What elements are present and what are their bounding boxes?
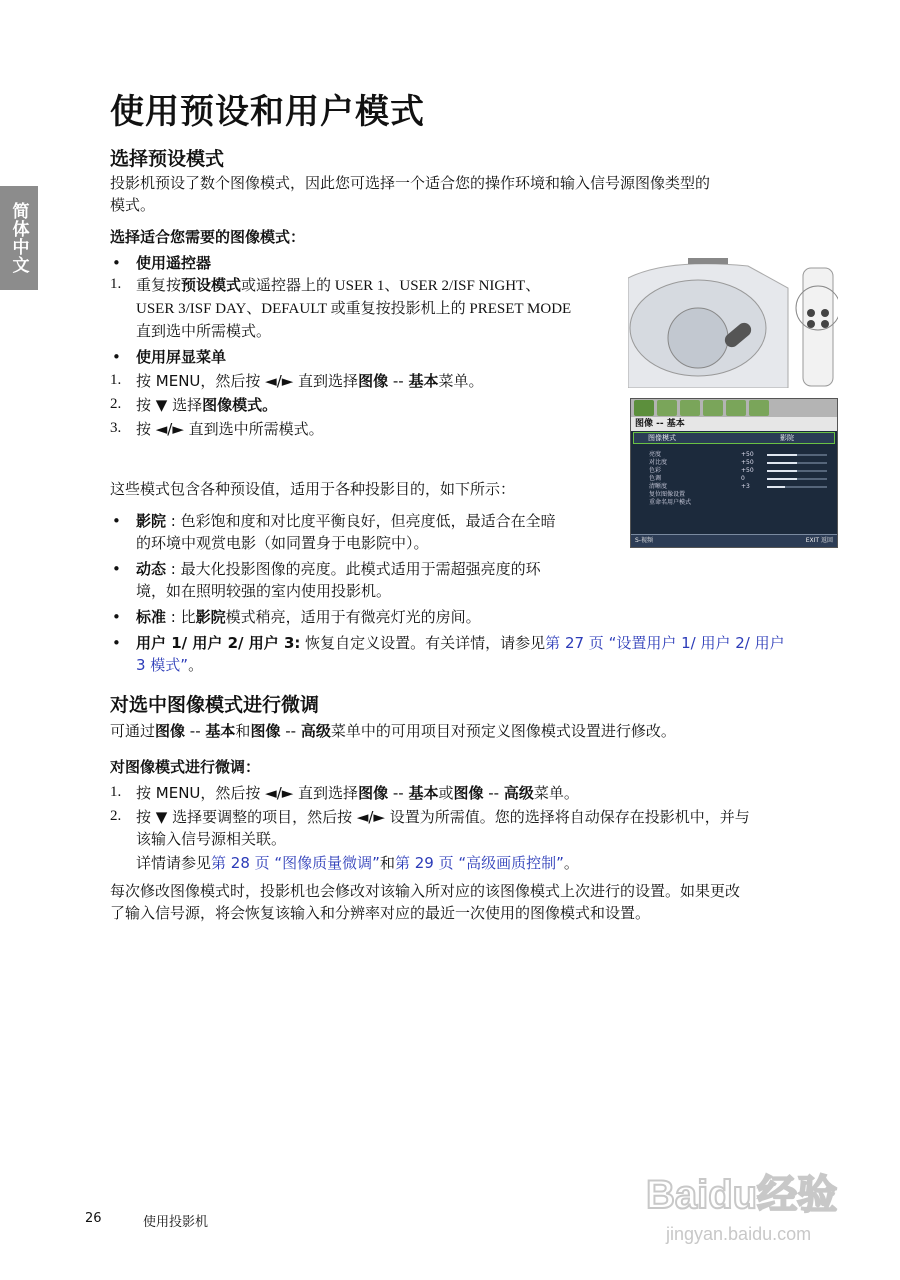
mode-user-2: 3 模式”。 [136, 656, 204, 674]
osd-step-2: 按 ▼ 选择图像模式。 [136, 396, 278, 414]
language-side-tab: 简体中文 [0, 186, 38, 290]
step-number: 1. [110, 784, 122, 800]
osd-tab-row [631, 399, 837, 417]
step-number: 2. [110, 396, 122, 412]
section-heading-finetune: 对选中图像模式进行微调 [110, 694, 320, 716]
modes-intro: 这些模式包含各种预设值，适用于各种投影目的，如下所示： [110, 480, 516, 498]
footer-chapter: 使用投影机 [143, 1215, 209, 1230]
finetune-intro: 可通过图像 -- 基本和图像 -- 高级菜单中的可用项目对预定义图像模式设置进行修改。 [110, 722, 676, 740]
osd-row-setting: 亮度 +50 [631, 451, 837, 459]
bullet-dot: • [112, 560, 121, 578]
osd-tab-icon [703, 400, 723, 416]
remote-step-line-2: USER 3/ISF DAY、DEFAULT 或重复按投影机上的 PRESET MODE [136, 301, 572, 317]
baidu-jingyan-watermark [636, 1150, 856, 1250]
osd-title: 图像 -- 基本 [631, 417, 837, 431]
finetune-step-2: 按 ▼ 选择要调整的项目，然后按 ◄/► 设置为所需值。您的选择将自动保存在投影机中，并与 [136, 808, 750, 826]
osd-step-1: 按 MENU，然后按 ◄/► 直到选择图像 -- 基本菜单。 [136, 372, 484, 390]
osd-row-reset: 复位图像设置 [649, 491, 686, 498]
osd-level-bar [767, 470, 827, 472]
bullet-dot: • [112, 608, 121, 626]
osd-level-bar [767, 454, 827, 456]
outro-line-2: 了输入信号源，将会恢复该输入和分辨率对应的最近一次使用的图像模式和设置。 [110, 904, 651, 922]
finetune-step-2b: 该输入信号源相关联。 [136, 830, 287, 848]
outro-line-1: 每次修改图像模式时，投影机也会修改对该输入所对应的该图像模式上次进行的设置。如果更改 [110, 882, 741, 900]
link-page-27-cont[interactable]: 3 模式” [136, 656, 189, 674]
osd-level-bar [767, 486, 827, 488]
bullet-dot: • [112, 634, 121, 652]
osd-row-setting: 色调 0 [631, 475, 837, 483]
mode-standard: 标准 : 比影院模式稍亮，适用于有微亮灯光的房间。 [136, 608, 481, 626]
mode-cinema-2: 的环境中观赏电影（如同置身于电影院中）。 [136, 534, 429, 552]
link-page-29[interactable]: 第 29 页 “高级画质控制” [394, 854, 564, 872]
subheading-select: 选择适合您需要的图像模式： [110, 228, 306, 246]
bullet-dot: • [112, 348, 121, 366]
osd-row-picture-mode: 图像模式 影院 [633, 432, 835, 444]
osd-row-setting: 色彩 +50 [631, 467, 837, 475]
subheading-finetune: 对图像模式进行微调： [110, 758, 261, 776]
mode-dynamic-2: 境，如在照明较强的室内使用投影机。 [136, 582, 392, 600]
osd-heading: 使用屏显菜单 [136, 348, 227, 366]
osd-menu-screenshot [630, 398, 838, 548]
step-number: 2. [110, 808, 122, 824]
finetune-step-2c: 详情请参见第 28 页 “图像质量微调”和第 29 页 “高级画质控制”。 [136, 854, 579, 872]
remote-step-line-3: 直到选中所需模式。 [136, 322, 272, 340]
link-page-28[interactable]: 第 28 页 “图像质量微调” [211, 854, 380, 872]
finetune-step-1: 按 MENU，然后按 ◄/► 直到选择图像 -- 基本或图像 -- 高级菜单。 [136, 784, 579, 802]
osd-tab-icon [680, 400, 700, 416]
mode-dynamic: 动态 : 最大化投影图像的亮度。此模式适用于需超强亮度的环 [136, 560, 541, 578]
page-title: 使用预设和用户模式 [110, 92, 425, 132]
osd-tab-icon [726, 400, 746, 416]
intro-line-1: 投影机预设了数个图像模式，因此您可选择一个适合您的操作环境和输入信号源图像类型的 [110, 174, 711, 192]
step-number: 1. [110, 276, 122, 292]
page-number: 26 [85, 1211, 102, 1226]
mode-user: 用户 1/ 用户 2/ 用户 3: 恢复自定义设置。有关详情，请参见第 27 页 “设置用户 1/ 用户 2/ 用户 [136, 634, 785, 652]
watermark-url: jingyan.baidu.com [666, 1224, 812, 1244]
osd-level-bar [767, 478, 827, 480]
section-heading-preset: 选择预设模式 [110, 148, 225, 170]
remote-heading: 使用遥控器 [136, 254, 212, 272]
bullet-dot: • [112, 254, 121, 272]
osd-row-setting: 对比度 +50 [631, 459, 837, 467]
osd-row-rename: 重命名用户模式 [649, 499, 692, 506]
remote-step-line-1: 重复按预设模式或遥控器上的 USER 1、USER 2/ISF NIGHT、 [136, 276, 541, 294]
step-number: 1. [110, 372, 122, 388]
osd-level-bar [767, 462, 827, 464]
step-number: 3. [110, 420, 122, 436]
osd-tab-icon [749, 400, 769, 416]
osd-row-setting: 清晰度 +3 [631, 483, 837, 491]
osd-footer: S-视频 EXIT 返回 [631, 534, 837, 547]
osd-tab-icon [657, 400, 677, 416]
projector-remote-illustration [628, 258, 838, 388]
bullet-dot: • [112, 512, 121, 530]
osd-step-3: 按 ◄/► 直到选中所需模式。 [136, 420, 324, 438]
watermark-brand: Baidu经验 [646, 1173, 838, 1217]
intro-line-2: 模式。 [110, 196, 156, 214]
osd-tab-icon [634, 400, 654, 416]
mode-cinema: 影院 : 色彩饱和度和对比度平衡良好，但亮度低，最适合在全暗 [136, 512, 556, 530]
link-page-27[interactable]: 第 27 页 “设置用户 1/ 用户 2/ 用户 [545, 634, 785, 652]
